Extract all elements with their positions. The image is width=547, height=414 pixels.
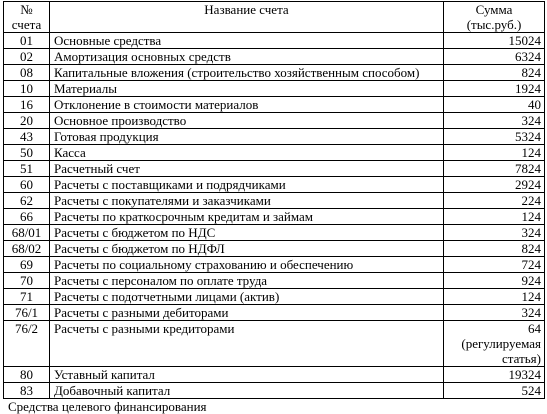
account-sum-value: 15024	[508, 33, 541, 48]
account-sum-cell	[444, 321, 545, 367]
account-number-cell: 76/1	[4, 305, 50, 321]
account-name-cell: Готовая продукция	[50, 129, 444, 145]
account-name-cell: Расчетный счет	[50, 161, 444, 177]
account-number-cell: 66	[4, 209, 50, 225]
account-name-cell: Расчеты с персоналом по оплате труда	[50, 273, 444, 289]
account-sum-cell	[444, 367, 545, 383]
column-header-sum: Сумма (тыс.руб.)	[444, 2, 545, 33]
table-row	[4, 383, 545, 399]
account-name-cell: Расчеты с бюджетом по НДС	[50, 225, 444, 241]
account-name-cell: Расчеты по краткосрочным кредитам и займам	[50, 209, 444, 225]
account-name-cell: Расчеты с разными кредиторами	[50, 321, 444, 367]
account-sum-value: 324	[521, 113, 541, 128]
account-number-cell: 02	[4, 49, 50, 65]
account-number-cell: 08	[4, 65, 50, 81]
account-sum-cell	[444, 65, 545, 81]
account-number-cell: 51	[4, 161, 50, 177]
account-number-cell: 43	[4, 129, 50, 145]
account-number-cell: 76/2	[4, 321, 50, 367]
account-sum-value: 64	[528, 321, 541, 336]
account-sum-value: 124	[521, 145, 541, 160]
account-sum-value: 824	[521, 65, 541, 80]
account-sum-cell	[444, 161, 545, 177]
account-sum-value: 324	[521, 225, 541, 240]
footer-partial-text: Средства целевого финансирования	[8, 399, 207, 414]
table-row	[4, 367, 545, 383]
account-name-cell: Расчеты с подотчетными лицами (актив)	[50, 289, 444, 305]
column-header-number: № счета	[4, 2, 50, 33]
account-sum-cell	[444, 273, 545, 289]
account-sum-cell	[444, 383, 545, 399]
table-row	[4, 33, 545, 49]
account-sum-cell	[444, 81, 545, 97]
table-row	[4, 193, 545, 209]
table-row	[4, 273, 545, 289]
account-number-cell: 62	[4, 193, 50, 209]
account-name-cell: Основное производство	[50, 113, 444, 129]
account-sum-cell	[444, 193, 545, 209]
table-row	[4, 289, 545, 305]
accounts-table	[3, 1, 545, 399]
table-row	[4, 113, 545, 129]
table-row	[4, 161, 545, 177]
account-number-cell: 80	[4, 367, 50, 383]
account-sum-value: 824	[521, 241, 541, 256]
account-number-cell: 71	[4, 289, 50, 305]
account-number-cell: 68/02	[4, 241, 50, 257]
account-sum-value: 124	[521, 209, 541, 224]
account-number-cell: 69	[4, 257, 50, 273]
account-sum-value: 40	[528, 97, 541, 112]
account-sum-cell	[444, 145, 545, 161]
account-name-cell: Добавочный капитал	[50, 383, 444, 399]
table-row	[4, 49, 545, 65]
account-name-cell: Уставный капитал	[50, 367, 444, 383]
table-row	[4, 305, 545, 321]
table-body	[4, 33, 545, 399]
account-sum-value: 524	[521, 383, 541, 398]
column-header-name: Название счета	[50, 2, 444, 33]
table-row	[4, 81, 545, 97]
account-sum-cell	[444, 177, 545, 193]
account-sum-cell	[444, 33, 545, 49]
account-sum-value: 324	[521, 305, 541, 320]
account-sum-cell	[444, 257, 545, 273]
account-name-cell: Капитальные вложения (строительство хозяйственным способом)	[50, 65, 444, 81]
table-row	[4, 241, 545, 257]
account-name-cell: Расчеты с разными дебиторами	[50, 305, 444, 321]
account-sum-value: 224	[521, 193, 541, 208]
account-sum-value: 724	[521, 257, 541, 272]
account-number-cell: 16	[4, 97, 50, 113]
account-sum-value: 7824	[515, 161, 541, 176]
table-row	[4, 129, 545, 145]
account-number-cell: 01	[4, 33, 50, 49]
account-number-cell: 68/01	[4, 225, 50, 241]
account-sum-cell	[444, 129, 545, 145]
account-sum-value: 6324	[515, 49, 541, 64]
account-sum-cell	[444, 113, 545, 129]
account-name-cell: Расчеты по социальному страхованию и обеспечению	[50, 257, 444, 273]
table-row	[4, 145, 545, 161]
account-sum-value: 2924	[515, 177, 541, 192]
account-number-cell: 83	[4, 383, 50, 399]
account-sum-cell	[444, 305, 545, 321]
account-sum-cell	[444, 49, 545, 65]
account-sum-value: 924	[521, 273, 541, 288]
account-number-cell: 60	[4, 177, 50, 193]
account-sum-cell	[444, 209, 545, 225]
account-name-cell: Расчеты с поставщиками и подрядчиками	[50, 177, 444, 193]
account-number-cell: 50	[4, 145, 50, 161]
account-name-cell: Касса	[50, 145, 444, 161]
table-row	[4, 65, 545, 81]
account-sum-value: 19324	[508, 367, 541, 382]
account-sum-note: (регулируемая статья)	[461, 336, 541, 366]
table-header-row	[4, 2, 545, 33]
account-sum-cell	[444, 241, 545, 257]
account-name-cell: Амортизация основных средств	[50, 49, 444, 65]
account-sum-cell	[444, 289, 545, 305]
table-row	[4, 97, 545, 113]
account-sum-value: 1924	[515, 81, 541, 96]
account-sum-cell	[444, 225, 545, 241]
account-name-cell: Основные средства	[50, 33, 444, 49]
account-number-cell: 20	[4, 113, 50, 129]
table-row	[4, 177, 545, 193]
table-row	[4, 321, 545, 367]
account-sum-value: 5324	[515, 129, 541, 144]
account-number-cell: 70	[4, 273, 50, 289]
account-number-cell: 10	[4, 81, 50, 97]
account-name-cell: Расчеты с покупателями и заказчиками	[50, 193, 444, 209]
account-sum-cell	[444, 97, 545, 113]
account-name-cell: Материалы	[50, 81, 444, 97]
table-row	[4, 225, 545, 241]
account-name-cell: Расчеты с бюджетом по НДФЛ	[50, 241, 444, 257]
account-name-cell: Отклонение в стоимости материалов	[50, 97, 444, 113]
table-row	[4, 209, 545, 225]
account-sum-value: 124	[521, 289, 541, 304]
table-row	[4, 257, 545, 273]
